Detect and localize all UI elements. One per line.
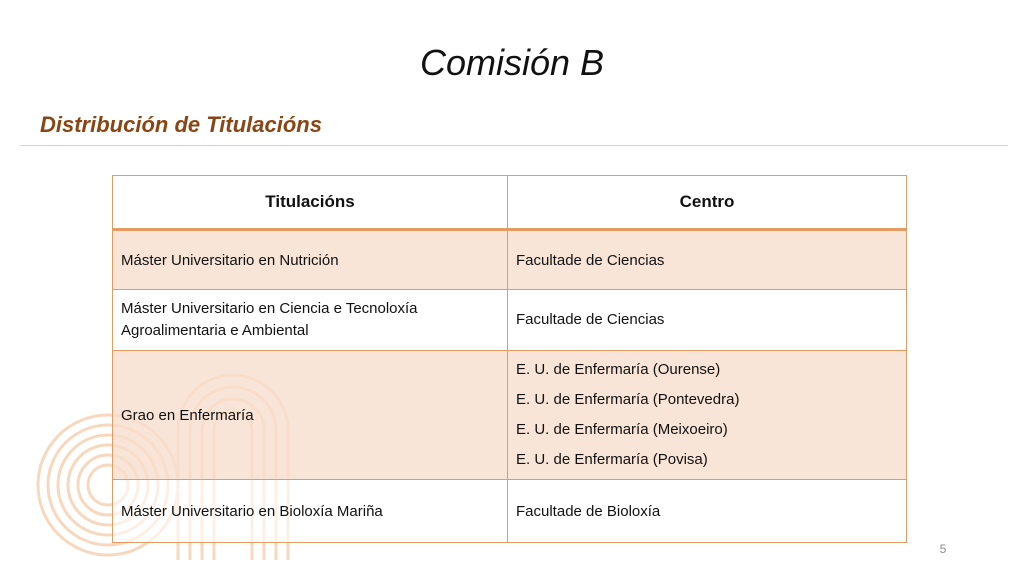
header-centro: Centro xyxy=(508,176,907,230)
subtitle-divider xyxy=(20,145,1008,146)
centro-cell: Facultade de Ciencias xyxy=(508,290,907,351)
centro-line: E. U. de Enfermaría (Pontevedra) xyxy=(516,391,740,408)
centro-cell: Facultade de Bioloxía xyxy=(508,480,907,543)
centro-line: E. U. de Enfermaría (Meixoeiro) xyxy=(516,421,728,438)
titulacion-cell: Máster Universitario en Nutrición xyxy=(113,230,508,290)
centro-line: E. U. de Enfermaría (Povisa) xyxy=(516,451,708,468)
centro-cell: Facultade de Ciencias xyxy=(508,230,907,290)
slide-subtitle: Distribución de Titulacións xyxy=(40,112,322,137)
header-titulacions: Titulacións xyxy=(113,176,508,230)
titulacion-cell: Grao en Enfermaría xyxy=(113,351,508,480)
centro-line: E. U. de Enfermaría (Ourense) xyxy=(516,361,721,378)
titulacions-table xyxy=(112,175,907,543)
table-row xyxy=(113,480,907,543)
table-row xyxy=(113,230,907,290)
centro-cell xyxy=(508,351,907,480)
table-row xyxy=(113,290,907,351)
table-header-row xyxy=(113,176,907,230)
slide-title: Comisión B xyxy=(419,42,605,83)
table-row xyxy=(113,351,907,480)
titulacion-cell: Máster Universitario en Bioloxía Mariña xyxy=(113,480,508,543)
page-number: 5 xyxy=(939,542,947,556)
titulacion-cell: Máster Universitario en Ciencia e Tecnoloxía Agroalimentaria e Ambiental xyxy=(113,290,508,351)
